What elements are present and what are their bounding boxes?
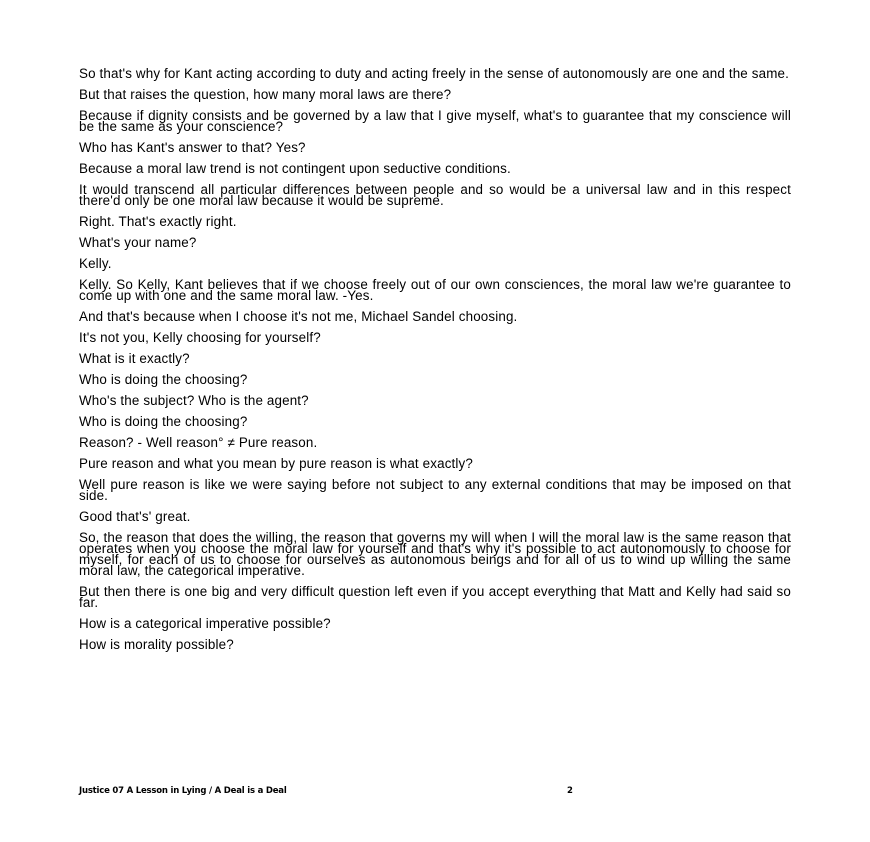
- paragraph: It's not you, Kelly choosing for yourself?: [79, 330, 321, 345]
- paragraph: How is morality possible?: [79, 637, 234, 652]
- paragraph: But then there is one big and very difficult question left even if you accept everything that Matt and Kelly had said so far.: [79, 584, 791, 610]
- paragraph: Right. That's exactly right.: [79, 214, 237, 229]
- paragraph: Kelly.: [79, 256, 112, 271]
- paragraph: Reason? - Well reason° ≠ Pure reason.: [79, 435, 318, 450]
- paragraph: Who has Kant's answer to that? Yes?: [79, 140, 306, 155]
- document-body: [79, 68, 791, 660]
- paragraph: Pure reason and what you mean by pure reason is what exactly?: [79, 456, 473, 471]
- page-number: 2: [567, 786, 573, 796]
- paragraph: Kelly. So Kelly, Kant believes that if we choose freely out of our own consciences, the moral law we're guarantee to come up with one and the same moral law. -Yes.: [79, 277, 791, 303]
- paragraph: Who's the subject? Who is the agent?: [79, 393, 309, 408]
- paragraph: What is it exactly?: [79, 351, 190, 366]
- paragraph: And that's because when I choose it's not me, Michael Sandel choosing.: [79, 309, 518, 324]
- paragraph: It would transcend all particular differences between people and so would be a universal law and in this respect there'd only be one moral law because it would be supreme.: [79, 182, 791, 208]
- paragraph: So that's why for Kant acting according to duty and acting freely in the sense of autonomously are one and the same.: [79, 66, 789, 81]
- paragraph: Who is doing the choosing?: [79, 414, 248, 429]
- paragraph: Well pure reason is like we were saying before not subject to any external conditions that may be imposed on that side.: [79, 477, 791, 503]
- paragraph: How is a categorical imperative possible?: [79, 616, 331, 631]
- footer-title: Justice 07 A Lesson in Lying / A Deal is a Deal: [79, 786, 287, 796]
- paragraph: Because a moral law trend is not contingent upon seductive conditions.: [79, 161, 511, 176]
- paragraph: What's your name?: [79, 235, 197, 250]
- paragraph: But that raises the question, how many moral laws are there?: [79, 87, 452, 102]
- paragraph: So, the reason that does the willing, the reason that governs my will when I will the moral law is the same reason that operates when you choose the moral law for yourself and that's why it's possible to act autonomously to choose for myself, for each of us to choose for ourselves as autonomous beings and for all of us to wind up willing the same moral law, the categorical imperative.: [79, 530, 791, 578]
- paragraph: Who is doing the choosing?: [79, 372, 248, 387]
- paragraph: Good that's' great.: [79, 509, 191, 524]
- paragraph: Because if dignity consists and be governed by a law that I give myself, what's to guarantee that my conscience will be the same as your conscience?: [79, 108, 791, 134]
